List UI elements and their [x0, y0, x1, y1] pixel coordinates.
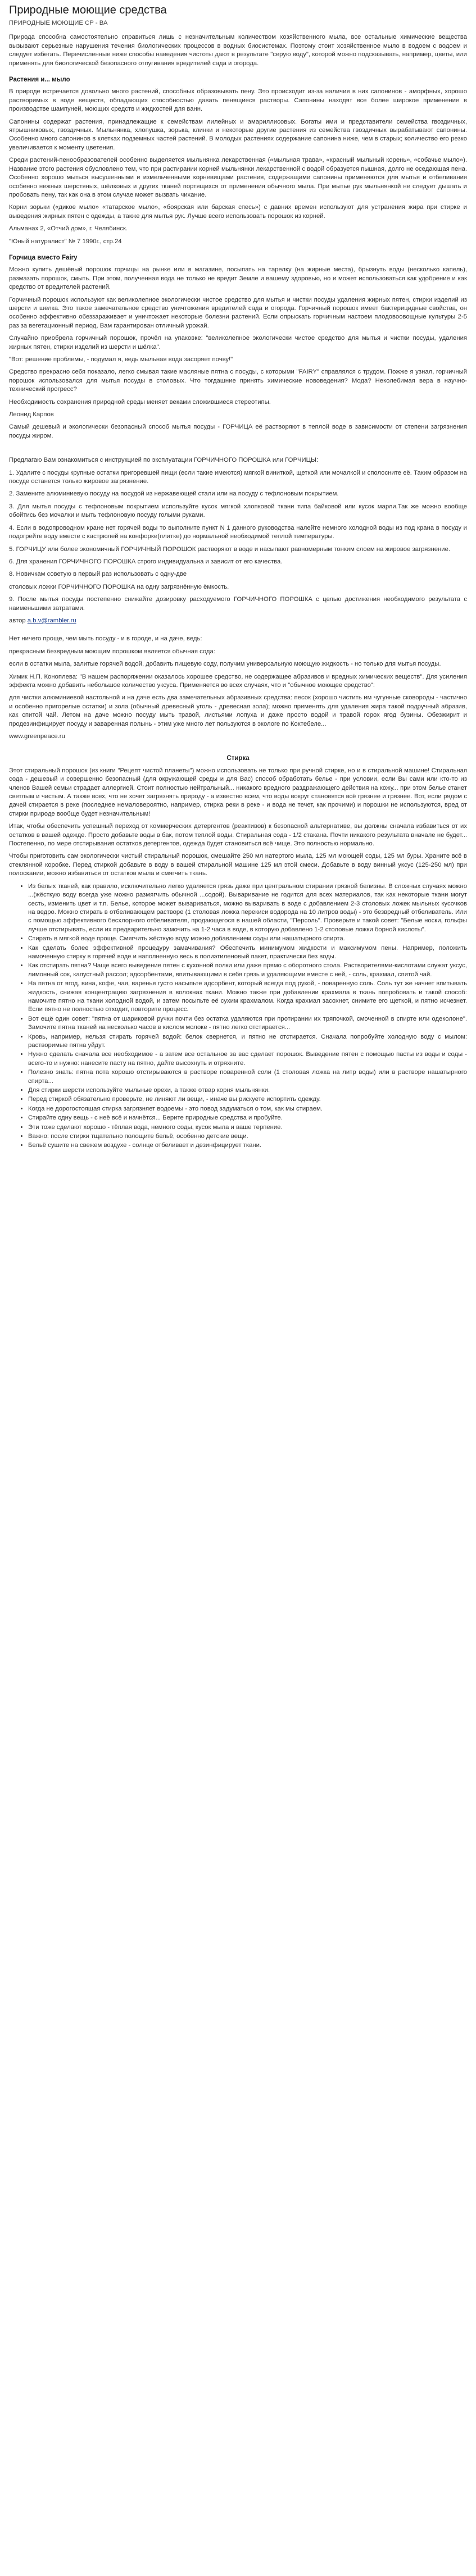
- instruction-step: 6. Для хранения ГОРЧИЧНОГО ПОРОШКА строго индивидуальна и зависит от его качества.: [9, 558, 283, 565]
- instruction-step: 2. Замените алюминиевую посуду на посудой из нержавеющей стали или на посуду с тефлоновым покрытием.: [9, 490, 339, 498]
- soda-paragraph: прекрасным безвредным моющим порошком является обычная сода:: [9, 648, 215, 655]
- laundry-tip: • Перед стиркой обязательно проверьте, не линяют ли вещи, - иначе вы рискуете испортить одежду.: [28, 1095, 467, 1104]
- instructions-intro: Предлагаю Вам ознакомиться с инструкцией по эксплуатации ГОРЧИЧНОГО ПОРОШКА или ГОРЧИЦЫ:: [9, 457, 319, 464]
- instruction-step: столовых ложки ГОРЧИЧНОГО ПОРОШКА на одну загрязнённую ёмкость.: [9, 583, 229, 590]
- laundry-paragraph: Этот стиральный порошок (из книги "Рецепт чистой планеты") можно использовать не только при ручной стирке, но и в стиральной машине! Стиральная сода - дешевый и совершенно безопасный (для окружающей среды и для Вас) способ обработать белье - при условии, если Вы сами или кто-то из членов Вашей семьи страдает аллергией. Стоит полностью нейтральный... никакого вредного раздражающего действия на кожу... при этом белье станет светлым и чистым. А также всех, что не хочет загрязнять природу - а известно всем, что воды вокруг становятся всё грязнее и грязнее. Вот, если рядом с дачей стирается в реке (последнее немаловероятно, например, стирка реки в реке - и вода не течет, как прочими) и порошки не используются, вред от стирки природе вообще будет незначительным!: [9, 767, 467, 817]
- mustard-paragraph: "Вот: решение проблемы, - подумал я, ведь мыльная вода засоряет почву!": [9, 356, 233, 363]
- laundry-tip: • Как сделать более эффективной процедуру замачивания? Обеспечить минимумом жидкости и максимумом пены. Например, положить намоченную стирку в горячей воде и наполненную весь в полиэтиленовый пакет, практически без воды.: [28, 944, 467, 962]
- soda-section: [9, 635, 467, 741]
- author-email-link[interactable]: a.b.v@rambler.ru: [27, 617, 76, 624]
- instruction-step: 1. Удалите с посуды крупные остатки пригоревшей пищи (если такие имеются) мягкой виниткой, щеткой или мочалкой и сполосните её. Таким образом на посуде останется только жировое загрязнение.: [9, 469, 467, 485]
- laundry-tips-list: [9, 882, 467, 1150]
- plants-paragraph: Сапонины содержат растения, принадлежащие к семействам лилейных и амариллисовых. Богаты ими и представители семейства гвоздичных, ятрышниковых, гвоздичных. Мыльнянка, хлопушка, зорька, клинки и некоторые другие растения из семейства гвоздичных вырабатывают сапонины. Особенно много сапонинов в клетках подземных частей растений. В молодых растениях содержание сапонина ниже, чем в старых; количество его резко увеличивается к моменту цветения.: [9, 118, 467, 151]
- laundry-tip: • Кровь, например, нельзя стирать горячей водой: белок свернется, и пятно не отстирается. Сначала попробуйте холодную воду с мылом: растворимые пятна уйдут.: [28, 1033, 467, 1050]
- intro-paragraph: Природа способна самостоятельно справиться лишь с незначительным количеством хозяйственного мыла, все остальные химические вещества вызывают серьезные нарушения течения биологических процессов в водных биосистемах. Поэтому стоит хозяйственное мыло в водоем с водоем и следует избегать. Перечисленные ниже способы наведения чистоты дают в результате "серую воду", которой можно подсказывать, например, цветы, или применять для биологической безопасного отпугивания вредителей сада и огорода.: [9, 34, 467, 67]
- mustard-paragraph: Необходимость сохранения природной среды меняет веками сложившиеся стереотипы.: [9, 398, 271, 406]
- plants-section: [9, 88, 467, 246]
- author-prefix: автор: [9, 617, 26, 624]
- author-line: [9, 617, 467, 625]
- laundry-tip: • Стирать в мягкой воде проще. Смягчить жёсткую воду можно добавлением соды или нашатырного спирта.: [28, 935, 467, 943]
- instruction-step: 8. Новичкам советую в первый раз использовать с одну-две: [9, 571, 187, 578]
- mustard-paragraph: Средство прекрасно себя показало, легко смывая такие масляные пятна с посуды, с которыми "FAIRY" справлялся с трудом. Пожже я узнал, горчичный порошок использовался для мытья посуды в столовых. Что тогдашние принять химические нововедения? Мода? Неколебимая вера в научно-технический прогресс?: [9, 368, 467, 393]
- section-heading-mustard: Горчица вместо Fairy: [9, 254, 78, 261]
- plants-paragraph: Альманах 2, «Отчий дом», г. Челябинск.: [9, 225, 128, 233]
- laundry-tip: • Эти тоже сделают хорошо - тёплая вода, немного соды, кусок мыла и ваше терпение.: [28, 1123, 467, 1132]
- laundry-tip: • Как отстирать пятна? Чаще всего выведение пятен с кухонной полки или даже прямо с оборотного стола. Растворителями-кислотами служат уксус, лимонный сок, капустный рассол; адсорбентами, впитывающими в себя грязь и удаляющими вместе с ней, - соль, крахмал, спитой чай.: [28, 962, 467, 979]
- instruction-step: 4. Если в водопроводном кране нет горячей воды то выполните пункт N 1 данного руководства налейте немного холодной воды из под крана в посуду и подогрейте воду вместе с кастрюлей на конфорке(плитке) до нормальной необходимой теплой температуры.: [9, 524, 467, 540]
- laundry-tip: • Для стирки шерсти используйте мыльные орехи, а также отвар корня мыльнянки.: [28, 1086, 467, 1095]
- instruction-step: 5. ГОРЧИЦУ или более экономичный ГОРЧИЧНЫЙ ПОРОШОК растворяют в воде и насыпают равномерным тонким слоем на жировое загрязнение.: [9, 545, 451, 553]
- mustard-paragraph: Самый дешевый и экологически безопасный способ мытья посуды - ГОРЧИЦА её растворяют в теплой воде в зависимости от степени загрязнения посуды жиром.: [9, 424, 467, 439]
- mustard-paragraph: Можно купить дешёвый порошок горчицы на рынке или в магазине, посыпать на тарелку (на жирные места), брызнуть воды (несколько капель), размазать порошок, смыть. При этом, полученная вода не только не вредит Земле и вашему здоровью, но и может использоваться как удобрение и как средство от вредителей растений.: [9, 266, 467, 291]
- instruction-step: 9. После мытья посуды постепенно снижайте дозировку расходуемого ГОРЧИЧНОГО ПОРОШКА с целью достижения необходимого результата с наименьшими затратами.: [9, 596, 467, 612]
- laundry-tip: • Бельё сушите на свежем воздухе - солнце отбеливает и дезинфицирует ткани.: [28, 1141, 467, 1150]
- page-subtitle: ПРИРОДНЫЕ МОЮЩИЕ СР - ВА: [9, 20, 108, 26]
- laundry-tip: • Нужно сделать сначала все необходимое - а затем все остальное за вас сделает порошок. Выведение пятен с помощью пасты из воды и соды - всего-то и нужно: нанесите пасту на пятно, дайте высохнуть и отряхните.: [28, 1050, 467, 1068]
- laundry-tip: • Стирайте одну вещь - с неё всё и начнётся... Берите природные средства и пробуйте.: [28, 1114, 467, 1122]
- instruction-step: 3. Для мытья посуды с тефлоновым покрытием используйте кусок мягкой хлопковой ткани типа байковой или кусок марли.Так же можно вообще обойтись без мочалки и мыть тефлоновую посуду голыми руками.: [9, 503, 467, 519]
- plants-paragraph: Среди растений-пенообразователей особенно выделяется мыльнянка лекарственная («мыльная трава», «красный мыльный корень», «собачье мыло»). Название этого растения обусловлено тем, что при растирании корней мыльнянки лекарственной с водой образуется пышная, долго не оседающая пена. Особенно хорошо мыться высушенными и измельченными корневищами растения, содержащими сапонины применяются для мытья и отбеливания особенно нежных шерстяных, шёлковых и других тканей портящихся от применения обычного мыла. При мытье рук мыльнянкой не следует дышать и пробовать пену, так как она в этом случае может вызвать чихание.: [9, 157, 467, 198]
- mustard-paragraph: Леонид Карпов: [9, 411, 54, 418]
- mustard-paragraph: Случайно приобрела горчичный порошок, прочёл на упаковке: "великолепное экологически чистое средство для мытья и чистки посуды, удаления жирных пятен, стирки изделий из шерсти и шёлка".: [9, 335, 467, 351]
- article: [9, 0, 467, 1150]
- spacer: [9, 629, 467, 635]
- mustard-paragraph: Горчичный порошок используют как великолепное экологически чистое средство для мытья и чистки посуды удаления жирных пятен, стирки изделий из шерсти и шелка. Это такое замечательное средство уничтожения вредителей сада и огорода. Горчичный порошок имеет бактерицидные свойства, он особенно эффективно обеззараживает и уничтожает некоторые болезни растений. Если опрыскать горчичным настоем плодовоовощные культуры 2-5 раз за вегетационный период, Вам гарантирован отличный урожай.: [9, 296, 467, 329]
- plants-paragraph: Корни зорьки («дикое мыло» «татарское мыло», «боярская или барская спесь») с давних времен используют для устранения жира при стирке и выведения жирных пятен с одежды, а также для мытья рук. Лучше всего использовать порошок из корней.: [9, 204, 467, 220]
- soda-paragraph: Химик Н.П. Коноплева: "В нашем распоряжении оказалось хорошее средство, не содержащее абразивов и вредных химических веществ". Для усиления эффекта можно добавить небольшое количество уксуса. Применяется во всех случаях, что и "обычное моющее средство":: [9, 673, 467, 689]
- section-heading-laundry: Стирка: [226, 755, 250, 762]
- plants-paragraph: В природе встречается довольно много растений, способных образовывать пену. Это происходит из-за наличия в них сапонинов - аморфных, хорошо растворимых в воде веществ, обладающих способностью давать пенящиеся растворы. Сапонины находят все более широкое применение в производстве шампуней, моющих средств и жидкостей для ванн.: [9, 88, 467, 113]
- plants-paragraph: "Юный натуралист" № 7 1990г., стр.24: [9, 238, 122, 245]
- laundry-paragraph: Чтобы приготовить сам экологически чистый стиральный порошок, смешайте 250 мл натертого мыла, 125 мл моющей соды, 125 мл буры. Храните всё в стеклянной коробке. Перед стиркой добавьте в воду в вашей стиральной машине 125 мл этой смеси. Добавьте в воду винный уксус (125-250 мл) при полоскании, можно избавиться от остатков мыла и смягчить ткань.: [9, 853, 467, 877]
- laundry-tip: • Вот ещё один совет: "пятна от шариковой ручки почти без остатка удаляются при протирании их тряпочкой, смоченной в спирте или одеколоне". Замочите пятна тканей на несколько часов в кислом молоке - пятно легко отстирается...: [28, 1015, 467, 1032]
- soda-paragraph: Нет ничего проще, чем мыть посуду - и в городе, и на даче, ведь:: [9, 635, 202, 643]
- section-heading-plants: Растения и... мыло: [9, 76, 70, 84]
- page-title: Природные моющие средства: [9, 4, 167, 16]
- mustard-section: [9, 266, 467, 440]
- instructions-list: [9, 469, 467, 613]
- laundry-paragraph: Итак, чтобы обеспечить успешный переход от коммерческих детергентов (реактивов) к безопасной альтернативе, вы должны сначала избавиться от их остатков в вашей одежде. Просто добавьте воды в бак, потом теплой воды. Стиральная сода - 1/2 стакана. Почти никакого результата вначале не будет... Постепенно, по мере отстирывания остатков детергентов, одежда будет становиться всё чище. Это полностью нормально.: [9, 823, 467, 848]
- laundry-tip: • Когда не дорогостоящая стирка загрязняет водоемы - это повод задуматься о том, как мы стираем.: [28, 1105, 467, 1113]
- soda-paragraph: если в остатки мыла, залитые горячей водой, добавить пищевую соду, получим универсальную моющую жидкость - но только для мытья посуды.: [9, 661, 441, 668]
- laundry-tip: • Важно: после стирки тщательно полощите бельё, особенно детские вещи.: [28, 1132, 467, 1141]
- laundry-tip: • Полезно знать: пятна пота хорошо отстирываются в растворе поваренной соли (1 столовая ложка на литр воды) или в растворе нашатырного спирта...: [28, 1068, 467, 1086]
- laundry-tip: • На пятна от ягод, вина, кофе, чая, варенья густо насыпьте адсорбент, который всегда под рукой, - поваренную соль. Соль тут же начнет впитывать жидкость, снижая концентрацию загрязнения в волокнах ткани. Можно также при добавлении крахмала в ткань попробовать и такой способ: намочите пятно на ткани холодной водой, и затем посыпьте её сухим крахмалом. Когда крахмал засохнет, снимите его щеткой, и пятно исчезнет. Если пятно не полностью отходит, повторите процесс.: [28, 980, 467, 1014]
- laundry-section: [9, 767, 467, 879]
- soda-paragraph: для чистки алюминиевой настольной и на даче есть два замечательных абразивных средства: песок (хорошо чистить им чугунные сковороды - частично и особенно пригорелые остатки) и зола (обычный древесный уголь - древесная зола); можно применять для удаления жира такой подручный абразив, как спитой чай. Летом на даче можно посуду мыть травой, листьями лопуха и даже просто водой и травой горох ягод бузины. Обезжирит и продезинфицирует посуду и заваренная полынь - этим уже много лет пользуются в экологе по Коктебеле...: [9, 694, 467, 727]
- laundry-tip: • Из белых тканей, как правило, исключительно легко удаляется грязь даже при центральном стирании грязной белизны. В сложных случаях можно ...(жёсткую воду всегда уже можно размягчить обычной ...содой). Вываривание не годится для всех материалов, так как некоторые ткани могут сесть, изменить цвет и т.п. Белье, которое может вывариваться, можно вываривать в воде с добавлением 2-3 столовых ложек мыльных кусочков на ведро. Можно стирать в отбеливающем растворе (1 столовая ложка перекиси водорода на 10 литров воды) - это безвредный отбеливатель. Или с помощью эффективного бесхлорного отбеливателя, продающегося в нашей области, "Персоль". Проверьте и такой совет: "Белые носки, гольфы лучше отстирывать, если их предварительно замочить на 1-2 часа в воде, в которую добавлено 1-2 столовые ложки борной кислоты".: [28, 882, 467, 934]
- soda-paragraph: www.greenpeace.ru: [9, 733, 65, 740]
